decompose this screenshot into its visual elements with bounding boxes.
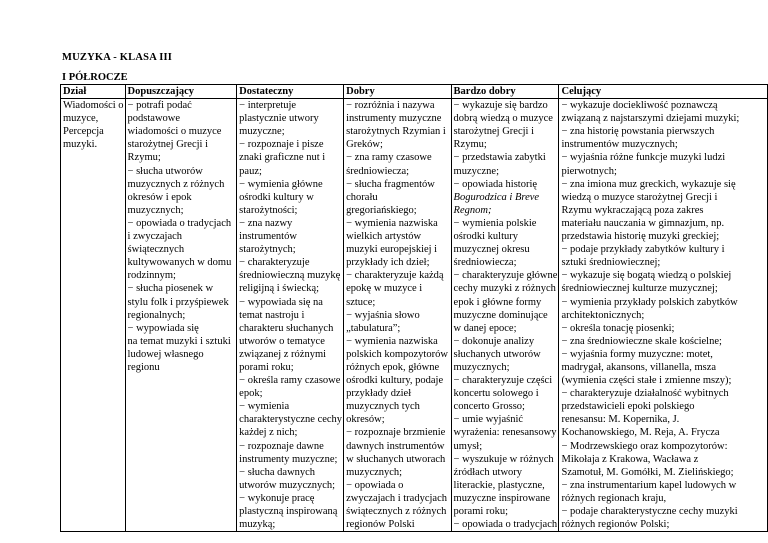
text-line: − zna instrumentarium kapel ludowych w — [561, 479, 737, 491]
text-line: utworów muzycznych; — [239, 479, 336, 491]
header-row — [61, 85, 768, 99]
text-line: − rozróżnia i nazywa — [346, 100, 435, 112]
text-line: cechy muzyki z różnych — [453, 283, 556, 295]
text-line: − rozpoznaje i pisze — [239, 139, 324, 151]
text-line: regionu — [127, 361, 160, 373]
text-line: sztuce; — [346, 296, 376, 308]
text-line: renesansu: M. Kopernika, J. — [561, 414, 680, 426]
text-line: różnych epok, główne — [346, 361, 440, 373]
text-line: muzyki. — [63, 139, 98, 151]
text-line: Kochanowskiego, M. Reja, A. Frycza — [561, 427, 720, 439]
text-line: okresów i epok — [127, 191, 192, 203]
text-line: − wyjaśnia różne funkcje muzyki ludzi — [561, 152, 726, 164]
text-line: − zna nazwy — [239, 217, 293, 229]
text-line: muzycznych; — [346, 466, 403, 478]
text-line: Rzymu wykraczającą poza zakres — [561, 204, 704, 216]
text-line: − umie wyjaśnić — [453, 414, 524, 426]
text-line: stylu folk i przyśpiewek — [127, 296, 229, 308]
text-line: Rzymu; — [127, 152, 161, 164]
text-line: charakterystyczne cechy — [239, 414, 343, 426]
text-line: Percepcja — [63, 126, 104, 138]
text-line: instrumenty muzyczne; — [239, 453, 338, 465]
text-line: − interpretuje — [239, 100, 297, 112]
text-line: Rzymu; — [453, 139, 487, 151]
text-line: − słucha utworów — [127, 165, 203, 177]
text-line: muzycznych tych — [346, 401, 420, 413]
text-line: przykłady dzieł — [346, 388, 412, 400]
text-line: − charakteryzuje każdą — [346, 270, 444, 282]
text-line: charakteru słuchanych — [239, 322, 334, 334]
text-line: rodzinnym; — [127, 270, 176, 282]
text-line: związaną z najstarszymi dziejami muzyki; — [561, 113, 740, 125]
text-line: przedstawicieli epoki polskiego — [561, 401, 695, 413]
text-line: literackie, plastyczne, — [453, 479, 545, 491]
text-line: − wyjaśnia formy muzyczne: motet, — [561, 348, 713, 360]
cell-celujacy — [559, 99, 768, 532]
text-line: świątecznych — [127, 244, 185, 256]
text-line: − słucha piosenek w — [127, 283, 214, 295]
text-line: ośrodki kultury, podaje — [346, 375, 444, 387]
text-line: źródłach utwory — [453, 466, 523, 478]
text-line: koncertu solowego i — [453, 388, 539, 400]
text-line: − rozpoznaje brzmienie — [346, 427, 446, 439]
text-line: średniowiecza; — [346, 165, 410, 177]
header-dostateczny: Dostateczny — [237, 85, 344, 99]
header-dzial: Dział — [61, 85, 126, 99]
text-line: − określa tonację piosenki; — [561, 322, 675, 334]
text-line: religijną i świecką; — [239, 283, 320, 295]
text-line: − charakteryzuje części — [453, 375, 553, 387]
cell-bardzo-dobry — [451, 99, 559, 532]
text-line: wiedzą o muzyce starożytnej Grecji i — [561, 191, 718, 203]
page-title: MUZYKA - KLASA III — [62, 52, 173, 63]
text-line: przykłady ich dzieł; — [346, 257, 430, 269]
text-line: − wymienia polskie — [453, 217, 537, 229]
text-line: ludowej własnego — [127, 348, 204, 360]
content-row — [61, 99, 768, 532]
text-line: − wyjaśnia słowo — [346, 309, 420, 321]
text-line: każdej z nich; — [239, 427, 298, 439]
text-line: − słucha fragmentów — [346, 178, 435, 190]
text-line: concerto Grosso; — [453, 401, 525, 413]
text-line: − opowiada o tradycjach — [127, 217, 232, 229]
cell-dobry — [344, 99, 451, 532]
text-line: muzyki europejskiej i — [346, 244, 438, 256]
text-line: pauz; — [239, 165, 262, 177]
text-line: porami roku; — [453, 506, 509, 517]
requirements-table — [60, 84, 768, 532]
text-line: − opowiada o — [346, 479, 404, 491]
text-line: muzyczne dominujące — [453, 309, 548, 321]
text-line: − wykazuje dociekliwość poznawczą — [561, 100, 718, 112]
text-line: (wymienia części stałe i zmienne mszy); — [561, 375, 732, 387]
text-line: Mikołaja z Krakowa, Wacława z — [561, 453, 699, 465]
text-line: instrumentów — [239, 231, 297, 243]
text-line: − charakteryzuje działalność wybitnych — [561, 388, 729, 400]
text-line: − wymienia nazwiska — [346, 217, 438, 229]
text-line: muzyczne inspirowane — [453, 492, 551, 504]
text-line: muzyce, — [63, 113, 99, 125]
text-line: plastycznie utwory — [239, 113, 319, 125]
text-line: wielkich artystów — [346, 231, 422, 243]
text-line: materiału nauczania w gimnazjum, np. — [561, 217, 725, 229]
text-line: przedstawia historię muzyki greckiej; — [561, 231, 720, 243]
text-line: porami roku; — [239, 361, 294, 373]
text-line: − zna imiona muz greckich, wykazuje się — [561, 178, 736, 190]
text-line: Wiadomości o — [63, 100, 124, 112]
text-line: muzycznej okresu — [453, 244, 530, 256]
text-line: różnych regionów Polski; — [561, 519, 670, 531]
text-line: średniowieczną muzykę — [239, 270, 341, 282]
text-line: − opowiada o tradycjach — [453, 519, 558, 531]
text-line: Regnom; — [453, 204, 492, 216]
text-line: muzyczne; — [453, 165, 500, 177]
text-line: kultywowanych w domu — [127, 257, 232, 269]
text-line: w słuchanych utworach — [346, 453, 446, 465]
text-line: − charakteryzuje główne — [453, 270, 558, 282]
text-line: w danej epoce; — [453, 322, 517, 334]
text-line: − podaje charakterystyczne cechy muzyki — [561, 506, 738, 517]
text-line: utworów o tematyce — [239, 335, 325, 347]
text-line: umysł; — [453, 440, 483, 452]
text-line: − wymienia nazwiska — [346, 335, 438, 347]
text-line: okresów; — [346, 414, 385, 426]
text-line: starożytnej Grecji i — [127, 139, 208, 151]
text-line: − zna średniowieczne skale kościelne; — [561, 335, 722, 347]
text-line: − wymienia — [239, 401, 290, 413]
text-line: dobrą wiedzą o muzyce — [453, 113, 553, 125]
text-line: − wykazuje się bardzo — [453, 100, 548, 112]
text-line: − wykazuje się bogatą wiedzą o polskiej — [561, 270, 732, 282]
text-line: podstawowe — [127, 113, 181, 125]
text-line: − potrafi podać — [127, 100, 192, 112]
text-line: − wypowiada się — [127, 322, 199, 334]
text-line: − zna historię powstania pierwszych — [561, 126, 715, 138]
text-line: Szamotuł, M. Gomółki, M. Zielińskiego; — [561, 466, 734, 478]
text-line: plastyczną inspirowaną — [239, 506, 338, 517]
text-line: muzyką; — [239, 519, 276, 531]
text-line: − wykonuje pracę — [239, 492, 315, 504]
text-line: ośrodki kultury w — [239, 191, 314, 203]
text-line: madrygał, akansons, villanella, msza — [561, 361, 717, 373]
text-line: regionów Polski — [346, 519, 415, 531]
text-line: epok; — [239, 388, 263, 400]
text-line: ośrodki kultury — [453, 231, 518, 243]
header-dopuszczajacy: Dopuszczający — [125, 85, 237, 99]
text-line: muzycznych z różnych — [127, 178, 225, 190]
text-line: świątecznych z różnych — [346, 506, 447, 517]
text-line: − rozpoznaje dawne — [239, 440, 324, 452]
semester-heading: I PÓŁROCZE — [62, 72, 128, 83]
text-line: wyrażenia: renesansowy — [453, 427, 557, 439]
text-line: dawnych instrumentów — [346, 440, 445, 452]
text-line: − charakteryzuje — [239, 257, 310, 269]
text-line: − przedstawia zabytki — [453, 152, 546, 164]
text-line: na temat muzyki i sztuki — [127, 335, 231, 347]
text-line: chorału — [346, 191, 378, 203]
text-line: − zna ramy czasowe — [346, 152, 432, 164]
text-line: muzyczne; — [239, 126, 285, 138]
text-line: instrumenty muzyczne — [346, 113, 442, 125]
text-line: i zwyczajach — [127, 231, 183, 243]
text-line: starożytnych Rzymian i — [346, 126, 446, 138]
text-line: starożytności; — [239, 204, 298, 216]
cell-dostateczny — [237, 99, 344, 532]
text-line: instrumentów muzycznych; — [561, 139, 678, 151]
text-line: − opowiada historię — [453, 178, 538, 190]
text-line: regionalnych; — [127, 309, 186, 321]
text-line: − wymienia główne — [239, 178, 323, 190]
text-line: − wymienia przykłady polskich zabytków — [561, 296, 738, 308]
text-line: − wyszukuje w różnych — [453, 453, 554, 465]
text-line: starożytnych; — [239, 244, 296, 256]
text-line: Bogurodzica i Breve — [453, 191, 540, 203]
text-line: wiadomości o muzyce — [127, 126, 222, 138]
text-line: − podaje przykłady zabytków kultury i — [561, 244, 725, 256]
header-bardzo-dobry: Bardzo dobry — [451, 85, 559, 99]
text-line: polskich kompozytorów — [346, 348, 448, 360]
text-line: znaki graficzne nut i — [239, 152, 326, 164]
text-line: starożytnej Grecji i — [453, 126, 534, 138]
text-line: zwyczajach i tradycjach — [346, 492, 447, 504]
cell-dopuszczajacy — [125, 99, 237, 532]
text-line: pierwotnych; — [561, 165, 617, 177]
header-celujacy: Celujący — [559, 85, 768, 99]
text-line: gregoriańskiego; — [346, 204, 417, 216]
text-line: sztuki średniowiecznej; — [561, 257, 661, 269]
text-line: średniowiecznej kulturze muzycznej; — [561, 283, 718, 295]
text-line: muzycznych; — [127, 204, 184, 216]
text-line: epokę w muzyce i — [346, 283, 423, 295]
text-line: związanej z różnymi — [239, 348, 327, 360]
text-line: epok i główne formy — [453, 296, 542, 308]
cell-dzial — [61, 99, 126, 532]
text-line: słuchanych utworów — [453, 348, 541, 360]
text-line: „tabulatura”; — [346, 322, 401, 334]
text-line: temat nastroju i — [239, 309, 305, 321]
text-line: średniowiecza; — [453, 257, 517, 269]
text-line: − Modrzewskiego oraz kompozytorów: — [561, 440, 728, 452]
text-line: − określa ramy czasowe — [239, 375, 341, 387]
text-line: − wypowiada się na — [239, 296, 323, 308]
text-line: − dokonuje analizy — [453, 335, 535, 347]
text-line: różnych regionach kraju, — [561, 492, 667, 504]
text-line: architektonicznych; — [561, 309, 645, 321]
text-line: Greków; — [346, 139, 383, 151]
text-line: − słucha dawnych — [239, 466, 316, 478]
text-line: muzycznych; — [453, 361, 510, 373]
header-dobry: Dobry — [344, 85, 451, 99]
